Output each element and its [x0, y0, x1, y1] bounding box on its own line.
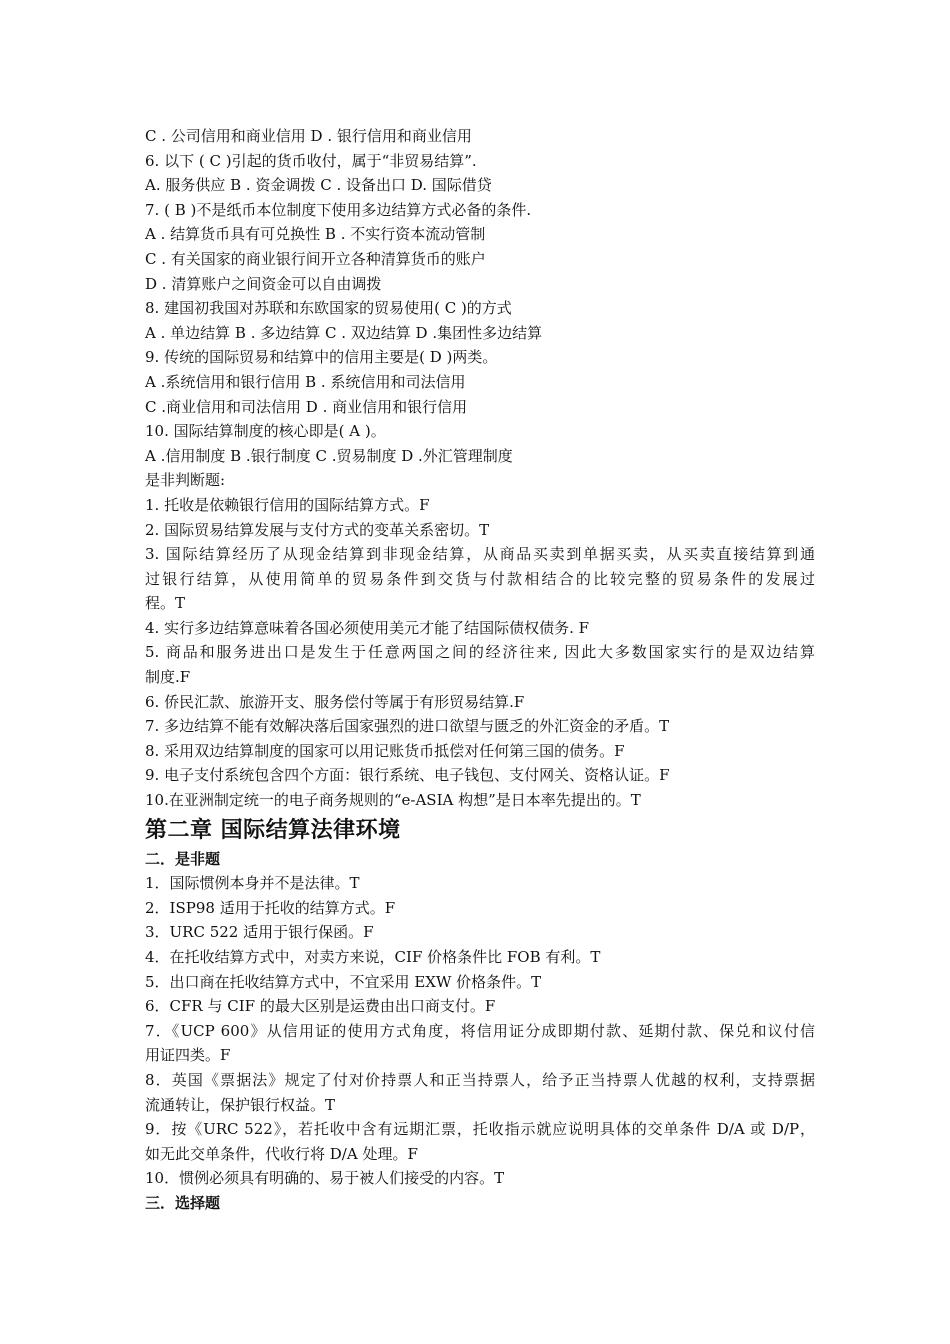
chapter-title: 第二章 国际结算法律环境 [145, 817, 401, 843]
section-heading: 二．是非题 [145, 849, 221, 868]
tf-item: 5．出口商在托收结算方式中，不宜采用 EXW 价格条件。T [145, 972, 542, 991]
tf-item: 1. 托收是依赖银行信用的国际结算方式。F [145, 495, 430, 514]
tf-item: 5. 商品和服务进出口是发生于任意两国之间的经济往来, 因此大多数国家实行的是双边结算 [145, 643, 815, 662]
tf-item: 10．惯例必须具有明确的、易于被人们接受的内容。T [145, 1169, 505, 1188]
section-heading: 三．选择题 [145, 1193, 221, 1212]
question-line: 6. 以下 ( C )引起的货币收付，属于“非贸易结算”. [145, 151, 477, 170]
text-line: A . 结算货币具有可兑换性 B . 不实行资本流动管制 [145, 225, 486, 244]
tf-item: 2．ISP98 适用于托收的结算方式。F [145, 898, 396, 917]
section-label: 是非判断题: [145, 471, 226, 490]
tf-item: 2. 国际贸易结算发展与支付方式的变革关系密切。T [145, 520, 490, 539]
question-line: 9. 传统的国际贸易和结算中的信用主要是( D )两类。 [145, 348, 498, 367]
text-line: C .商业信用和司法信用 D . 商业信用和银行信用 [145, 397, 468, 416]
tf-item: 9．按《URC 522》，若托收中含有远期汇票，托收指示就应说明具体的交单条件 D/A 或 D/P， [145, 1120, 815, 1139]
tf-item: 1．国际惯例本身并不是法律。T [145, 874, 360, 893]
tf-item: 9. 电子支付系统包含四个方面：银行系统、电子钱包、支付网关、资格认证。F [145, 766, 670, 785]
tf-item: 3．URC 522 适用于银行保函。F [145, 923, 374, 942]
question-line: 8. 建国初我国对苏联和东欧国家的贸易使用( C )的方式 [145, 299, 512, 318]
text-line: C . 公司信用和商业信用 D . 银行信用和商业信用 [145, 127, 472, 145]
tf-item: 3. 国际结算经历了从现金结算到非现金结算，从商品买卖到单据买卖，从买卖直接结算到通 [145, 545, 815, 564]
text-line: A .系统信用和银行信用 B . 系统信用和司法信用 [145, 372, 466, 391]
tf-item: 4. 实行多边结算意味着各国必须使用美元才能了结国际债权债务. F [145, 618, 590, 637]
tf-item: 7．《UCP 600》从信用证的使用方式角度，将信用证分成即期付款、延期付款、保兑和议付信 [145, 1021, 815, 1040]
question-line: 10. 国际结算制度的核心即是( A )。 [145, 422, 386, 441]
question-line: 7. ( B )不是纸币本位制度下使用多边结算方式必备的条件. [145, 200, 532, 219]
text-line: A . 单边结算 B . 多边结算 C . 双边结算 D .集团性多边结算 [145, 323, 543, 342]
tf-item-continuation: 程。T [145, 594, 186, 613]
tf-item: 6. 侨民汇款、旅游开支、服务偿付等属于有形贸易结算.F [145, 692, 525, 711]
text-line: D . 清算账户之间资金可以自由调拨 [145, 274, 382, 293]
tf-item: 7. 多边结算不能有效解决落后国家强烈的进口欲望与匮乏的外汇资金的矛盾。T [145, 717, 670, 736]
text-line: C . 有关国家的商业银行间开立各种清算货币的账户 [145, 249, 486, 268]
tf-item-continuation: 如无此交单条件，代收行将 D/A 处理。F [145, 1144, 418, 1163]
tf-item-continuation: 过银行结算，从使用简单的贸易条件到交货与付款相结合的比较完整的贸易条件的发展过 [145, 569, 815, 588]
document-body [145, 124, 815, 1216]
tf-item: 4．在托收结算方式中，对卖方来说，CIF 价格条件比 FOB 有利。T [145, 948, 601, 966]
tf-item: 10.在亚洲制定统一的电子商务规则的“e-ASIA 构想”是日本率先提出的。T [145, 791, 641, 810]
tf-item: 8. 采用双边结算制度的国家可以用记账货币抵偿对任何第三国的债务。F [145, 741, 625, 760]
tf-item-continuation: 用证四类。F [145, 1046, 231, 1065]
tf-item-continuation: 流通转让，保护银行权益。T [145, 1095, 336, 1114]
tf-item-continuation: 制度.F [145, 668, 191, 687]
text-line: A. 服务供应 B . 资金调拨 C . 设备出口 D. 国际借贷 [145, 176, 492, 195]
tf-item: 8．英国《票据法》规定了付对价持票人和正当持票人，给予正当持票人优越的权利，支持票据 [145, 1070, 815, 1089]
tf-item: 6．CFR 与 CIF 的最大区别是运费由出口商支付。F [145, 997, 496, 1016]
text-line: A .信用制度 B .银行制度 C .贸易制度 D .外汇管理制度 [145, 446, 513, 465]
